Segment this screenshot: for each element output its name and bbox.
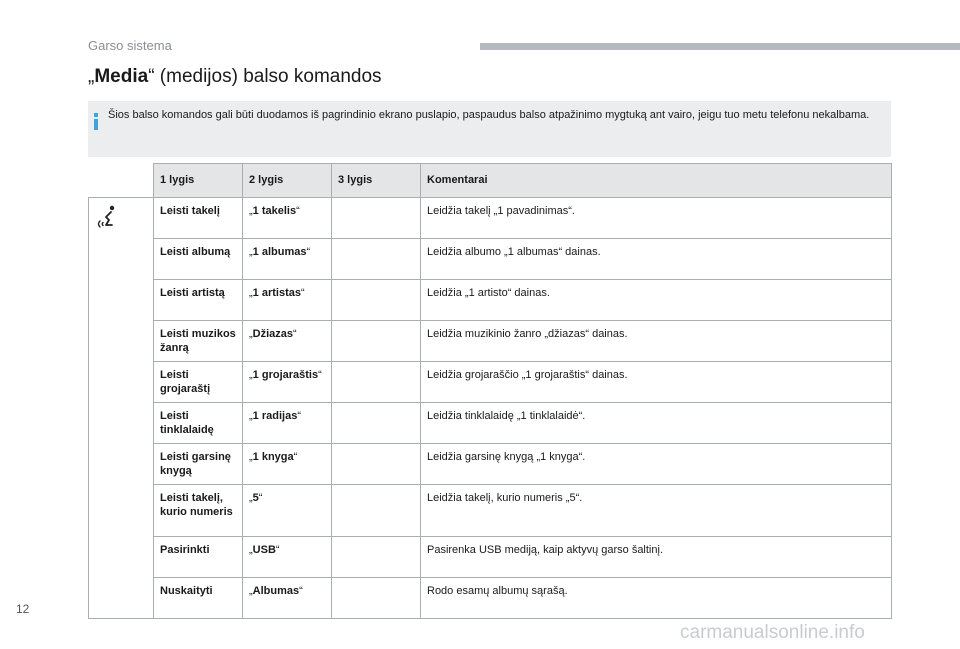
level1-cell: Leisti grojaraštį <box>154 362 243 403</box>
level3-cell <box>332 362 421 403</box>
level3-cell <box>332 198 421 239</box>
level2-cell: „USB“ <box>243 537 332 578</box>
level2-cell: „Džiazas“ <box>243 321 332 362</box>
header-bar <box>480 43 960 50</box>
level2-cell: „1 takelis“ <box>243 198 332 239</box>
table-row <box>89 321 892 362</box>
level2-cell: „1 radijas“ <box>243 403 332 444</box>
level3-cell <box>332 321 421 362</box>
icon-cell <box>89 198 154 619</box>
level2-cell: „1 artistas“ <box>243 280 332 321</box>
level1-cell: Leisti takelį, kurio numeris <box>154 485 243 537</box>
page-number: 12 <box>16 602 30 616</box>
comment-cell: Leidžia grojaraščio „1 grojaraštis“ dainas. <box>421 362 892 403</box>
level3-cell <box>332 485 421 537</box>
level1-cell: Leisti takelį <box>154 198 243 239</box>
comment-cell: Rodo esamų albumų sąrašą. <box>421 578 892 619</box>
level1-cell: Leisti tinklalaidę <box>154 403 243 444</box>
table-row <box>89 578 892 619</box>
table-row <box>89 537 892 578</box>
title-bold: Media <box>94 66 149 87</box>
table-row <box>89 444 892 485</box>
header-level-3: 3 lygis <box>332 164 421 198</box>
info-text: Šios balso komandos gali būti duodamos iš pagrindinio ekrano puslapio, paspaudus balso atpažinimo mygtuką ant vairo, jeigu tuo metu telefonu nekalbama. <box>108 109 870 121</box>
voice-commands-table <box>88 163 892 619</box>
header-blank <box>89 164 154 198</box>
level2-cell: „1 albumas“ <box>243 239 332 280</box>
comment-cell: Pasirenka USB mediją, kaip aktyvų garso šaltinį. <box>421 537 892 578</box>
level3-cell <box>332 239 421 280</box>
voice-command-icon <box>95 204 121 230</box>
info-box <box>88 101 891 157</box>
title-rest: “ (medijos) balso komandos <box>148 66 382 87</box>
table-row <box>89 280 892 321</box>
comment-cell: Leidžia muzikinio žanro „džiazas“ dainas. <box>421 321 892 362</box>
header-comments: Komentarai <box>421 164 892 198</box>
info-icon <box>94 113 98 130</box>
table-row <box>89 198 892 239</box>
table-row <box>89 403 892 444</box>
level1-cell: Leisti artistą <box>154 280 243 321</box>
title-quote-open: „ <box>88 66 95 87</box>
level2-cell: „Albumas“ <box>243 578 332 619</box>
level3-cell <box>332 403 421 444</box>
level3-cell <box>332 537 421 578</box>
header-level-1: 1 lygis <box>154 164 243 198</box>
level2-cell: „1 knyga“ <box>243 444 332 485</box>
comment-cell: Leidžia takelį „1 pavadinimas“. <box>421 198 892 239</box>
level3-cell <box>332 280 421 321</box>
table-header-row <box>89 164 892 198</box>
level1-cell: Nuskaityti <box>154 578 243 619</box>
level3-cell <box>332 444 421 485</box>
section-label: Garso sistema <box>88 38 172 53</box>
header-level-2: 2 lygis <box>243 164 332 198</box>
page-title <box>88 66 382 88</box>
table-row <box>89 239 892 280</box>
watermark: carmanualsonline.info <box>680 622 865 643</box>
level1-cell: Leisti albumą <box>154 239 243 280</box>
level1-cell: Leisti garsinę knygą <box>154 444 243 485</box>
level2-cell: „1 grojaraštis“ <box>243 362 332 403</box>
level1-cell: Leisti muzikos žanrą <box>154 321 243 362</box>
comment-cell: Leidžia garsinę knygą „1 knyga“. <box>421 444 892 485</box>
comment-cell: Leidžia „1 artisto“ dainas. <box>421 280 892 321</box>
level3-cell <box>332 578 421 619</box>
table-row <box>89 485 892 537</box>
comment-cell: Leidžia albumo „1 albumas“ dainas. <box>421 239 892 280</box>
level1-cell: Pasirinkti <box>154 537 243 578</box>
table-row <box>89 362 892 403</box>
level2-cell: „5“ <box>243 485 332 537</box>
comment-cell: Leidžia takelį, kurio numeris „5“. <box>421 485 892 537</box>
comment-cell: Leidžia tinklalaidę „1 tinklalaidė“. <box>421 403 892 444</box>
